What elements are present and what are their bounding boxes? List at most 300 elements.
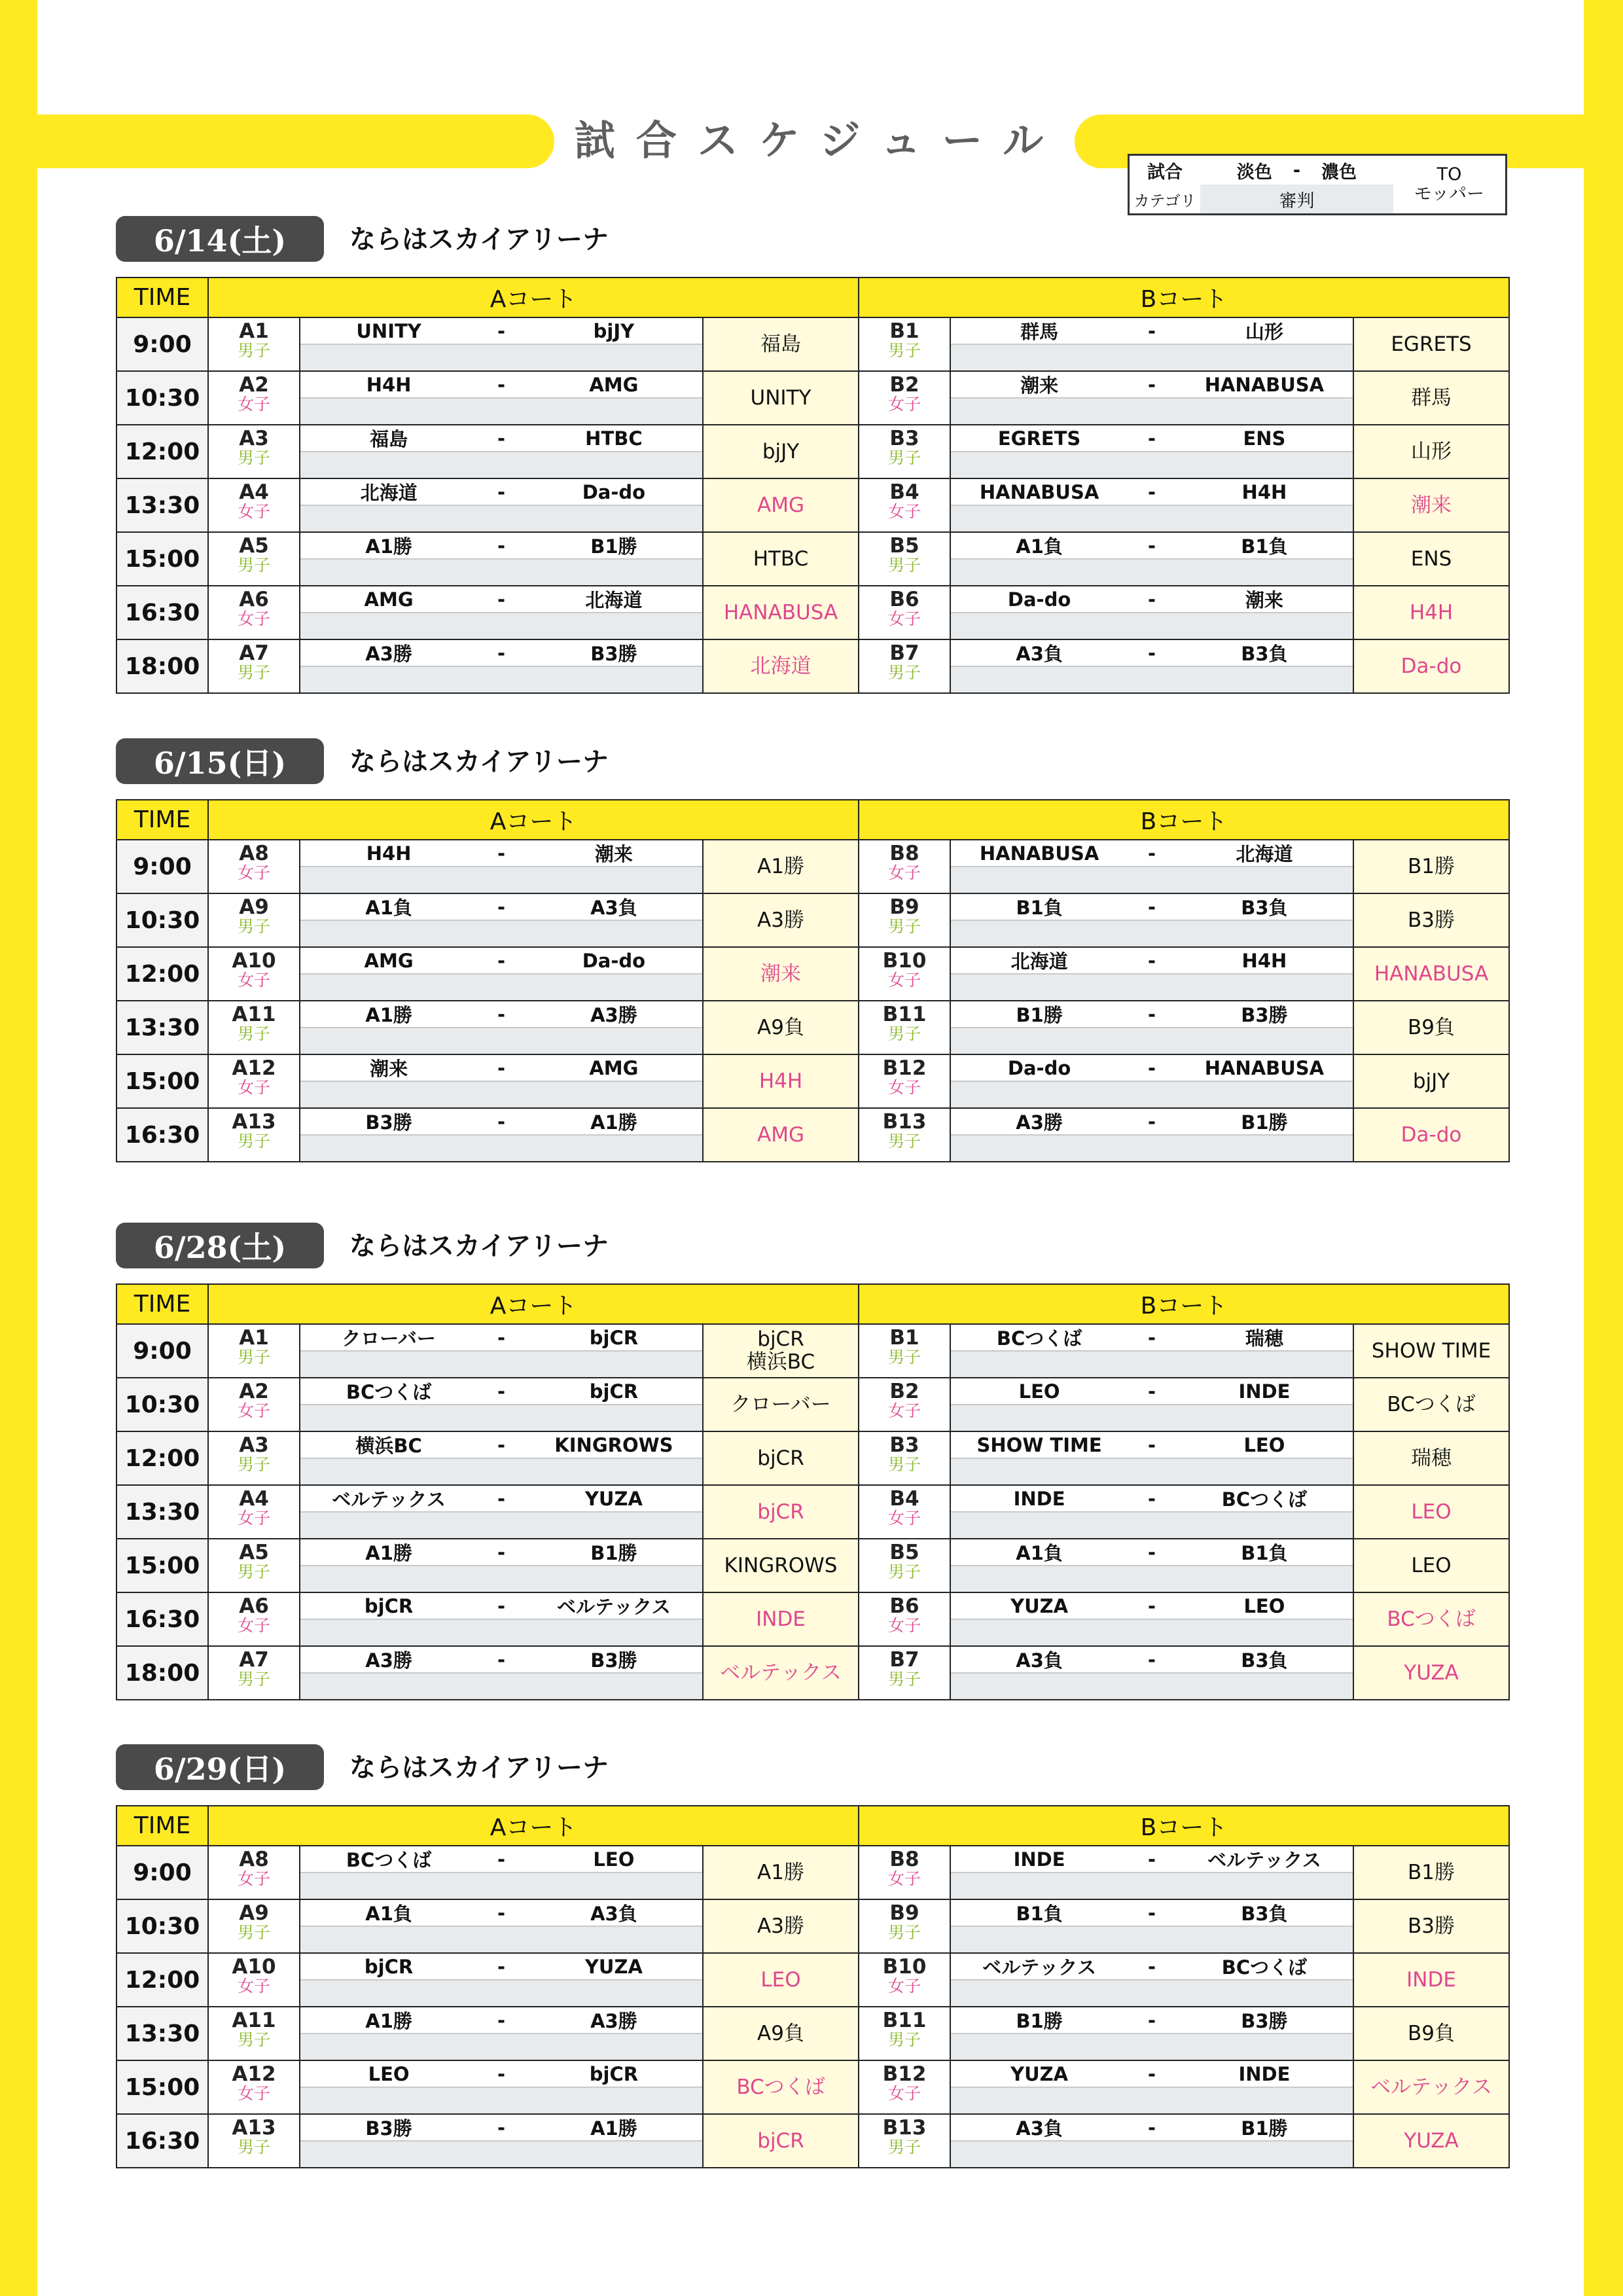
matchup-cell xyxy=(300,1108,703,1162)
match-number-cell xyxy=(859,2007,950,2060)
referee-slot xyxy=(300,452,702,478)
time-cell: 12:00 xyxy=(116,1431,208,1485)
category-label: 女子 xyxy=(888,970,921,990)
matchup-cell xyxy=(300,1646,703,1700)
to-team: YUZA xyxy=(1404,1660,1459,1685)
match-number-cell xyxy=(208,532,300,586)
category-label: 男子 xyxy=(888,1922,921,1942)
referee-slot xyxy=(951,1405,1353,1431)
to-mopper-cell xyxy=(1353,1646,1509,1700)
to-mopper-cell xyxy=(1353,1378,1509,1431)
versus-dash: - xyxy=(1147,949,1156,972)
matchup-teams xyxy=(951,1593,1353,1620)
matchup-teams xyxy=(951,840,1353,867)
matchup-cell xyxy=(950,893,1353,947)
match-number-cell xyxy=(208,1485,300,1539)
team-dark: 山形 xyxy=(1245,321,1283,343)
referee-slot xyxy=(951,867,1353,893)
match-number: B7 xyxy=(889,1648,919,1672)
versus-dash: - xyxy=(497,2009,506,2032)
matchup-cell xyxy=(300,371,703,425)
versus-dash: - xyxy=(497,534,506,557)
match-number-cell xyxy=(859,532,950,586)
to-team: Da-do xyxy=(1400,654,1462,678)
referee-slot xyxy=(951,1927,1353,1952)
team-light: A3負 xyxy=(1016,1649,1063,1672)
versus-dash: - xyxy=(497,1594,506,1617)
to-team: LEO xyxy=(1411,1553,1452,1577)
versus-dash: - xyxy=(497,1110,506,1133)
matchup-cell xyxy=(950,532,1353,586)
versus-dash: - xyxy=(497,1326,506,1349)
to-team: H4H xyxy=(758,1069,803,1093)
day-section xyxy=(116,738,1507,1151)
match-number-cell xyxy=(859,317,950,371)
match-number: A13 xyxy=(232,2116,276,2140)
team-light: A1負 xyxy=(365,897,412,919)
referee-slot xyxy=(300,1028,702,1054)
to-mopper-cell xyxy=(1353,2114,1509,2168)
category-label: 女子 xyxy=(237,863,270,882)
matchup-teams xyxy=(300,2061,702,2088)
category-label: 男子 xyxy=(888,2030,921,2049)
venue-name: ならはスカイアリーナ xyxy=(349,1753,609,1783)
match-number-cell xyxy=(208,1001,300,1054)
time-cell: 15:00 xyxy=(116,532,208,586)
to-team: bjCR xyxy=(757,1446,804,1470)
category-label: 女子 xyxy=(237,1077,270,1097)
category-label: 男子 xyxy=(888,340,921,360)
table-row xyxy=(116,1646,1509,1700)
match-number: B1 xyxy=(889,1326,919,1350)
referee-slot xyxy=(300,345,702,370)
time-cell: 12:00 xyxy=(116,425,208,478)
matchup-teams xyxy=(951,479,1353,506)
team-dark: A3負 xyxy=(590,897,637,919)
table-row xyxy=(116,1378,1509,1431)
match-number: B9 xyxy=(889,1901,919,1925)
team-light: bjCR xyxy=(364,1594,414,1617)
versus-dash: - xyxy=(1147,1541,1156,1564)
team-light: H4H xyxy=(366,842,412,865)
court-a-header: Aコート xyxy=(208,278,859,317)
versus-dash: - xyxy=(497,895,506,918)
category-label: 女子 xyxy=(888,394,921,414)
match-number-cell xyxy=(859,1646,950,1700)
match-number-cell xyxy=(208,586,300,639)
time-cell: 13:30 xyxy=(116,1001,208,1054)
legend-light-label: 淡色 xyxy=(1236,162,1272,183)
team-dark: BCつくば xyxy=(1221,1956,1308,1979)
matchup-cell xyxy=(300,317,703,371)
team-light: A1負 xyxy=(1016,1542,1063,1564)
matchup-teams xyxy=(300,425,702,452)
matchup-teams xyxy=(951,1109,1353,1136)
to-mopper-cell xyxy=(703,1953,859,2007)
team-dark: KINGROWS xyxy=(554,1433,673,1456)
matchup-teams xyxy=(300,1846,702,1873)
matchup-teams xyxy=(300,479,702,506)
versus-dash: - xyxy=(1147,1003,1156,1026)
to-team: SHOW TIME xyxy=(1371,1338,1491,1363)
team-dark: 北海道 xyxy=(585,589,643,611)
match-number-cell xyxy=(208,2060,300,2114)
team-dark: A3勝 xyxy=(590,2010,637,2032)
versus-dash: - xyxy=(497,480,506,503)
to-mopper-cell xyxy=(703,1324,859,1378)
referee-slot xyxy=(951,667,1353,692)
team-light: AMG xyxy=(364,949,414,972)
category-label: 女子 xyxy=(888,1976,921,1996)
match-number-cell xyxy=(859,1846,950,1899)
to-team: AMG xyxy=(757,493,804,517)
team-light: B1負 xyxy=(1016,897,1063,919)
team-dark: ベルテックス xyxy=(1207,1849,1321,1871)
to-mopper-cell xyxy=(1353,1324,1509,1378)
category-label: 男子 xyxy=(237,1562,270,1581)
matchup-cell xyxy=(300,1846,703,1899)
matchup-teams xyxy=(300,1109,702,1136)
team-dark: A1勝 xyxy=(590,1111,637,1134)
versus-dash: - xyxy=(497,1955,506,1978)
referee-slot xyxy=(300,1082,702,1107)
venue-name: ならはスカイアリーナ xyxy=(349,747,609,777)
team-dark: B1負 xyxy=(1241,1542,1288,1564)
category-label: 男子 xyxy=(237,340,270,360)
category-label: 女子 xyxy=(888,863,921,882)
versus-dash: - xyxy=(1147,895,1156,918)
team-light: B3勝 xyxy=(365,1111,412,1134)
time-cell: 15:00 xyxy=(116,1539,208,1592)
to-team: UNITY xyxy=(750,386,812,410)
category-label: 男子 xyxy=(237,1131,270,1151)
time-cell: 18:00 xyxy=(116,1646,208,1700)
legend-match-label: 試合 xyxy=(1147,162,1183,183)
match-number-cell xyxy=(208,1108,300,1162)
referee-slot xyxy=(951,1873,1353,1899)
match-number-cell xyxy=(208,1378,300,1431)
to-team: YUZA xyxy=(1404,2128,1459,2153)
matchup-teams xyxy=(951,1432,1353,1459)
matchup-cell xyxy=(950,2007,1353,2060)
to-team: 潮来 xyxy=(1411,493,1452,517)
referee-slot xyxy=(300,1927,702,1952)
versus-dash: - xyxy=(497,1487,506,1510)
to-team: A9負 xyxy=(757,1015,804,1039)
versus-dash: - xyxy=(1147,319,1156,342)
versus-dash: - xyxy=(1147,2116,1156,2139)
referee-slot xyxy=(300,613,702,639)
match-number-cell xyxy=(859,1953,950,2007)
to-team: A1勝 xyxy=(757,854,804,878)
team-dark: B1勝 xyxy=(590,1542,637,1564)
to-team: BCつくば xyxy=(1387,1607,1476,1631)
to-team: A3勝 xyxy=(757,908,804,932)
referee-slot xyxy=(951,1674,1353,1699)
referee-slot xyxy=(300,1674,702,1699)
matchup-cell xyxy=(950,2114,1353,2168)
to-mopper-cell xyxy=(1353,2060,1509,2114)
team-light: 北海道 xyxy=(360,482,418,504)
category-label: 女子 xyxy=(237,609,270,628)
to-mopper-cell xyxy=(703,425,859,478)
to-mopper-cell xyxy=(703,1431,859,1485)
team-light: YUZA xyxy=(1010,1594,1069,1617)
day-section xyxy=(116,1744,1507,2157)
versus-dash: - xyxy=(1147,1487,1156,1510)
matchup-teams xyxy=(300,318,702,345)
category-label: 男子 xyxy=(237,1454,270,1474)
team-dark: Da-do xyxy=(582,480,646,503)
schedule-table xyxy=(116,277,1510,694)
matchup-cell xyxy=(950,1001,1353,1054)
to-mopper-cell xyxy=(703,639,859,693)
category-label: 男子 xyxy=(888,916,921,936)
matchup-cell xyxy=(950,1953,1353,2007)
to-team: 山形 xyxy=(1411,439,1452,463)
time-cell: 9:00 xyxy=(116,1324,208,1378)
team-dark: B3負 xyxy=(1241,643,1288,665)
time-cell: 13:30 xyxy=(116,478,208,532)
referee-slot xyxy=(300,867,702,893)
to-team: INDE xyxy=(756,1607,806,1631)
match-number: B9 xyxy=(889,895,919,919)
time-header: TIME xyxy=(116,800,208,840)
matchup-cell xyxy=(950,1108,1353,1162)
match-number-cell xyxy=(208,893,300,947)
category-label: 男子 xyxy=(888,662,921,682)
to-mopper-cell xyxy=(1353,1539,1509,1592)
team-dark: AMG xyxy=(589,373,639,396)
day-header xyxy=(116,738,1507,788)
referee-slot xyxy=(300,1981,702,2006)
match-number-cell xyxy=(208,478,300,532)
match-number: A4 xyxy=(239,480,269,504)
versus-dash: - xyxy=(497,1003,506,1026)
category-label: 男子 xyxy=(888,1562,921,1581)
versus-dash: - xyxy=(497,588,506,611)
match-number-cell xyxy=(859,1001,950,1054)
team-light: LEO xyxy=(1018,1380,1060,1403)
schedule-table xyxy=(116,1283,1510,1700)
matchup-teams xyxy=(300,894,702,921)
matchup-cell xyxy=(300,478,703,532)
match-number: B8 xyxy=(889,1848,919,1871)
versus-dash: - xyxy=(497,1541,506,1564)
to-team: ENS xyxy=(1410,547,1452,571)
matchup-teams xyxy=(951,1378,1353,1405)
table-row xyxy=(116,2007,1509,2060)
category-label: 男子 xyxy=(237,2030,270,2049)
time-cell: 10:30 xyxy=(116,371,208,425)
matchup-cell xyxy=(300,639,703,693)
versus-dash: - xyxy=(1147,427,1156,450)
category-label: 女子 xyxy=(888,1869,921,1888)
versus-dash: - xyxy=(1147,1433,1156,1456)
match-number: B13 xyxy=(882,1110,927,1134)
referee-slot xyxy=(300,667,702,692)
to-mopper-cell xyxy=(1353,317,1509,371)
to-mopper-cell xyxy=(703,478,859,532)
versus-dash: - xyxy=(1147,1110,1156,1133)
to-mopper-cell xyxy=(1353,1592,1509,1646)
matchup-teams xyxy=(300,840,702,867)
to-mopper-cell xyxy=(703,1001,859,1054)
table-row xyxy=(116,947,1509,1001)
category-label: 女子 xyxy=(237,1976,270,1996)
versus-dash: - xyxy=(497,641,506,664)
category-label: 女子 xyxy=(237,1508,270,1528)
matchup-cell xyxy=(950,840,1353,893)
team-light: YUZA xyxy=(1010,2062,1069,2085)
match-number: A8 xyxy=(239,1848,269,1871)
referee-slot xyxy=(951,506,1353,531)
category-label: 女子 xyxy=(888,1077,921,1097)
category-label: 男子 xyxy=(888,555,921,575)
to-mopper-cell xyxy=(703,1108,859,1162)
table-row xyxy=(116,317,1509,371)
matchup-cell xyxy=(300,1054,703,1108)
matchup-teams xyxy=(951,1846,1353,1873)
matchup-teams xyxy=(951,1954,1353,1981)
versus-dash: - xyxy=(497,1433,506,1456)
date-badge: 6/14(土) xyxy=(116,216,324,262)
table-row xyxy=(116,478,1509,532)
team-dark: B1負 xyxy=(1241,535,1288,558)
to-mopper-cell xyxy=(1353,1846,1509,1899)
to-mopper-cell xyxy=(1353,371,1509,425)
match-number-cell xyxy=(208,2114,300,2168)
match-number: B11 xyxy=(882,2009,927,2032)
match-number-cell xyxy=(859,425,950,478)
match-number-cell xyxy=(208,1431,300,1485)
referee-slot xyxy=(951,1566,1353,1592)
versus-dash: - xyxy=(497,319,506,342)
versus-dash: - xyxy=(1147,2062,1156,2085)
to-mopper-cell xyxy=(703,1899,859,1953)
header-row xyxy=(116,1284,1509,1324)
match-number-cell xyxy=(859,947,950,1001)
matchup-cell xyxy=(300,1899,703,1953)
referee-slot xyxy=(951,1082,1353,1107)
referee-slot xyxy=(951,345,1353,370)
to-mopper-cell xyxy=(703,1646,859,1700)
team-dark: H4H xyxy=(1241,949,1287,972)
matchup-teams xyxy=(300,1432,702,1459)
match-number-cell xyxy=(859,2060,950,2114)
category-label: 女子 xyxy=(237,1869,270,1888)
match-number: A9 xyxy=(239,1901,269,1925)
match-number: B10 xyxy=(882,1955,927,1979)
matchup-cell xyxy=(950,1485,1353,1539)
versus-dash: - xyxy=(497,949,506,972)
team-light: 潮来 xyxy=(370,1058,408,1080)
match-number-cell xyxy=(859,1054,950,1108)
time-cell: 15:00 xyxy=(116,1054,208,1108)
team-dark: YUZA xyxy=(584,1955,643,1978)
team-dark: B1勝 xyxy=(1241,2117,1288,2140)
team-dark: 北海道 xyxy=(1236,843,1293,865)
match-number: A2 xyxy=(239,1380,269,1403)
referee-slot xyxy=(300,560,702,585)
referee-slot xyxy=(300,2034,702,2060)
versus-dash: - xyxy=(1147,1056,1156,1079)
team-dark: B3勝 xyxy=(590,1649,637,1672)
matchup-teams xyxy=(951,318,1353,345)
table-row xyxy=(116,1539,1509,1592)
match-number: A9 xyxy=(239,895,269,919)
matchup-cell xyxy=(300,425,703,478)
match-number-cell xyxy=(208,317,300,371)
team-light: BCつくば xyxy=(346,1849,432,1871)
legend-box xyxy=(1128,154,1507,215)
match-number: A4 xyxy=(239,1487,269,1511)
category-label: 男子 xyxy=(237,916,270,936)
matchup-cell xyxy=(950,2060,1353,2114)
to-mopper-cell xyxy=(1353,1108,1509,1162)
match-number: A1 xyxy=(239,1326,269,1350)
match-number-cell xyxy=(208,425,300,478)
to-team: B3勝 xyxy=(1408,1914,1455,1938)
legend-referee-label: 審判 xyxy=(1200,185,1393,213)
referee-slot xyxy=(300,2142,702,2167)
matchup-teams xyxy=(300,1593,702,1620)
versus-dash: - xyxy=(1147,1326,1156,1349)
table-row xyxy=(116,1592,1509,1646)
to-team: A1勝 xyxy=(757,1860,804,1884)
to-team: AMG xyxy=(757,1122,804,1147)
time-cell: 10:30 xyxy=(116,1899,208,1953)
match-number: A5 xyxy=(239,1541,269,1564)
team-dark: ベルテックス xyxy=(557,1596,671,1618)
match-number-cell xyxy=(859,1324,950,1378)
matchup-cell xyxy=(950,1324,1353,1378)
to-mopper-cell xyxy=(703,317,859,371)
match-number: B6 xyxy=(889,588,919,611)
matchup-teams xyxy=(300,2007,702,2034)
matchup-teams xyxy=(300,1486,702,1513)
time-cell: 9:00 xyxy=(116,840,208,893)
matchup-cell xyxy=(300,840,703,893)
matchup-cell xyxy=(300,1485,703,1539)
day-section xyxy=(116,216,1507,682)
match-number: B5 xyxy=(889,1541,919,1564)
referee-slot xyxy=(300,921,702,946)
matchup-cell xyxy=(950,1899,1353,1953)
time-cell: 15:00 xyxy=(116,2060,208,2114)
to-mopper-cell xyxy=(703,1378,859,1431)
to-mopper-cell xyxy=(703,1485,859,1539)
match-number: B1 xyxy=(889,319,919,343)
referee-slot xyxy=(951,921,1353,946)
time-cell: 13:30 xyxy=(116,1485,208,1539)
category-label: 男子 xyxy=(888,1131,921,1151)
referee-slot xyxy=(951,2142,1353,2167)
team-dark: bjCR xyxy=(589,1326,639,1349)
referee-slot xyxy=(951,1459,1353,1484)
court-a-header: Aコート xyxy=(208,1806,859,1846)
match-number-cell xyxy=(208,1846,300,1899)
matchup-cell xyxy=(950,478,1353,532)
table-row xyxy=(116,1108,1509,1162)
referee-slot xyxy=(951,452,1353,478)
to-mopper-cell xyxy=(703,840,859,893)
category-label: 男子 xyxy=(237,1922,270,1942)
matchup-cell xyxy=(950,1592,1353,1646)
to-mopper-cell xyxy=(1353,639,1509,693)
to-mopper-cell xyxy=(703,1539,859,1592)
to-team: LEO xyxy=(760,1967,801,1992)
